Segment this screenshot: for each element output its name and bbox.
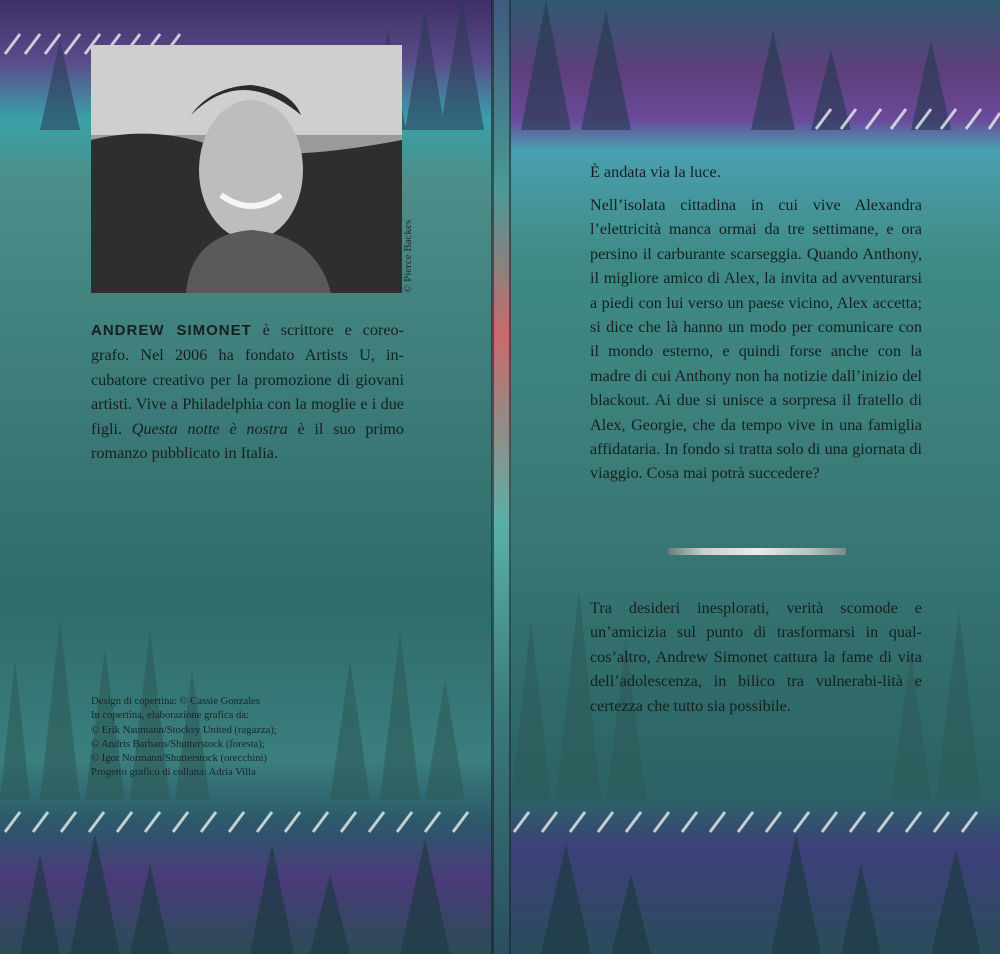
blurb-main — [590, 193, 922, 486]
divider-rule — [668, 548, 846, 555]
intro-line: È andata via la luce. — [590, 163, 721, 181]
right-flap — [511, 0, 1000, 954]
bottom-forest-left — [0, 834, 492, 954]
author-photo — [91, 45, 402, 293]
book-title: Questa notte è nostra — [131, 419, 288, 438]
author-bio — [91, 318, 404, 465]
photo-credit: © Pierce Backes — [402, 219, 414, 293]
main-paragraph: Nell’isolata cittadina in cui vive Alexandra l’elettricità manca ormai da tre settimane, e ora persino il carburante scarseggia. Quando Anthony, il migliore amico di Alex, la invita ad avventurarsi a piedi con lui verso un paese vicino, Alex accetta; si dice che là hanno un modo per comunicare con il mondo esterno, e quindi forse anche con la madre di cui Anthony non ha notizie dall’inizio del blackout. Ai due si unisce a sorpresa il fratello di Alex, Georgie, che da tempo vive in una famiglia affidataria. In fondo si tratta solo di una giornata di viaggio. Cosa mai potrà succedere? — [590, 196, 922, 483]
hash-stripe-bottom-right — [511, 808, 1000, 836]
left-flap — [0, 0, 492, 954]
credit-line: © Erik Naumann/Stocksy United (ragazza); — [91, 724, 277, 736]
blurb-intro — [590, 160, 922, 184]
credit-line: © Andris Barbans/Shutterstock (foresta); — [91, 738, 265, 750]
bio-text-1: è scrittore e coreo-grafo. Nel 2006 ha fondato Artists U, in-cubatore creativo per la promozione di giovani artisti. Vive a Philadelphia con la moglie e i due figli. — [91, 321, 404, 438]
bottom-forest-right — [511, 834, 1000, 954]
blurb-closing — [590, 596, 922, 718]
credit-line: © Igor Normann/Shutterstock (orecchini) — [91, 753, 268, 765]
author-name: ANDREW SIMONET — [91, 322, 252, 339]
cover-credits — [91, 695, 391, 781]
closing-paragraph: Tra desideri inesplorati, verità scomode e un’amicizia sul punto di trasformarsi in qual-cos’altro, Andrew Simonet cattura la fame di vita dell’adolescenza, in bilico tra vulnerabi-lità e certezza che tutto sia possibile. — [590, 599, 922, 715]
hash-stripe-top-right — [811, 105, 1000, 133]
fold-line-left — [491, 0, 494, 954]
credit-line: Design di copertina: © Cassie Gonzales — [91, 696, 260, 707]
hash-stripe-bottom-left — [0, 808, 492, 836]
bio-text-2: è il suo primo romanzo pubblicato in Italia. — [91, 419, 404, 463]
credit-line: Progetto grafico di collana: Adria Villa — [91, 767, 256, 779]
credit-line: In copertina, elaborazione grafica da: — [91, 710, 249, 722]
